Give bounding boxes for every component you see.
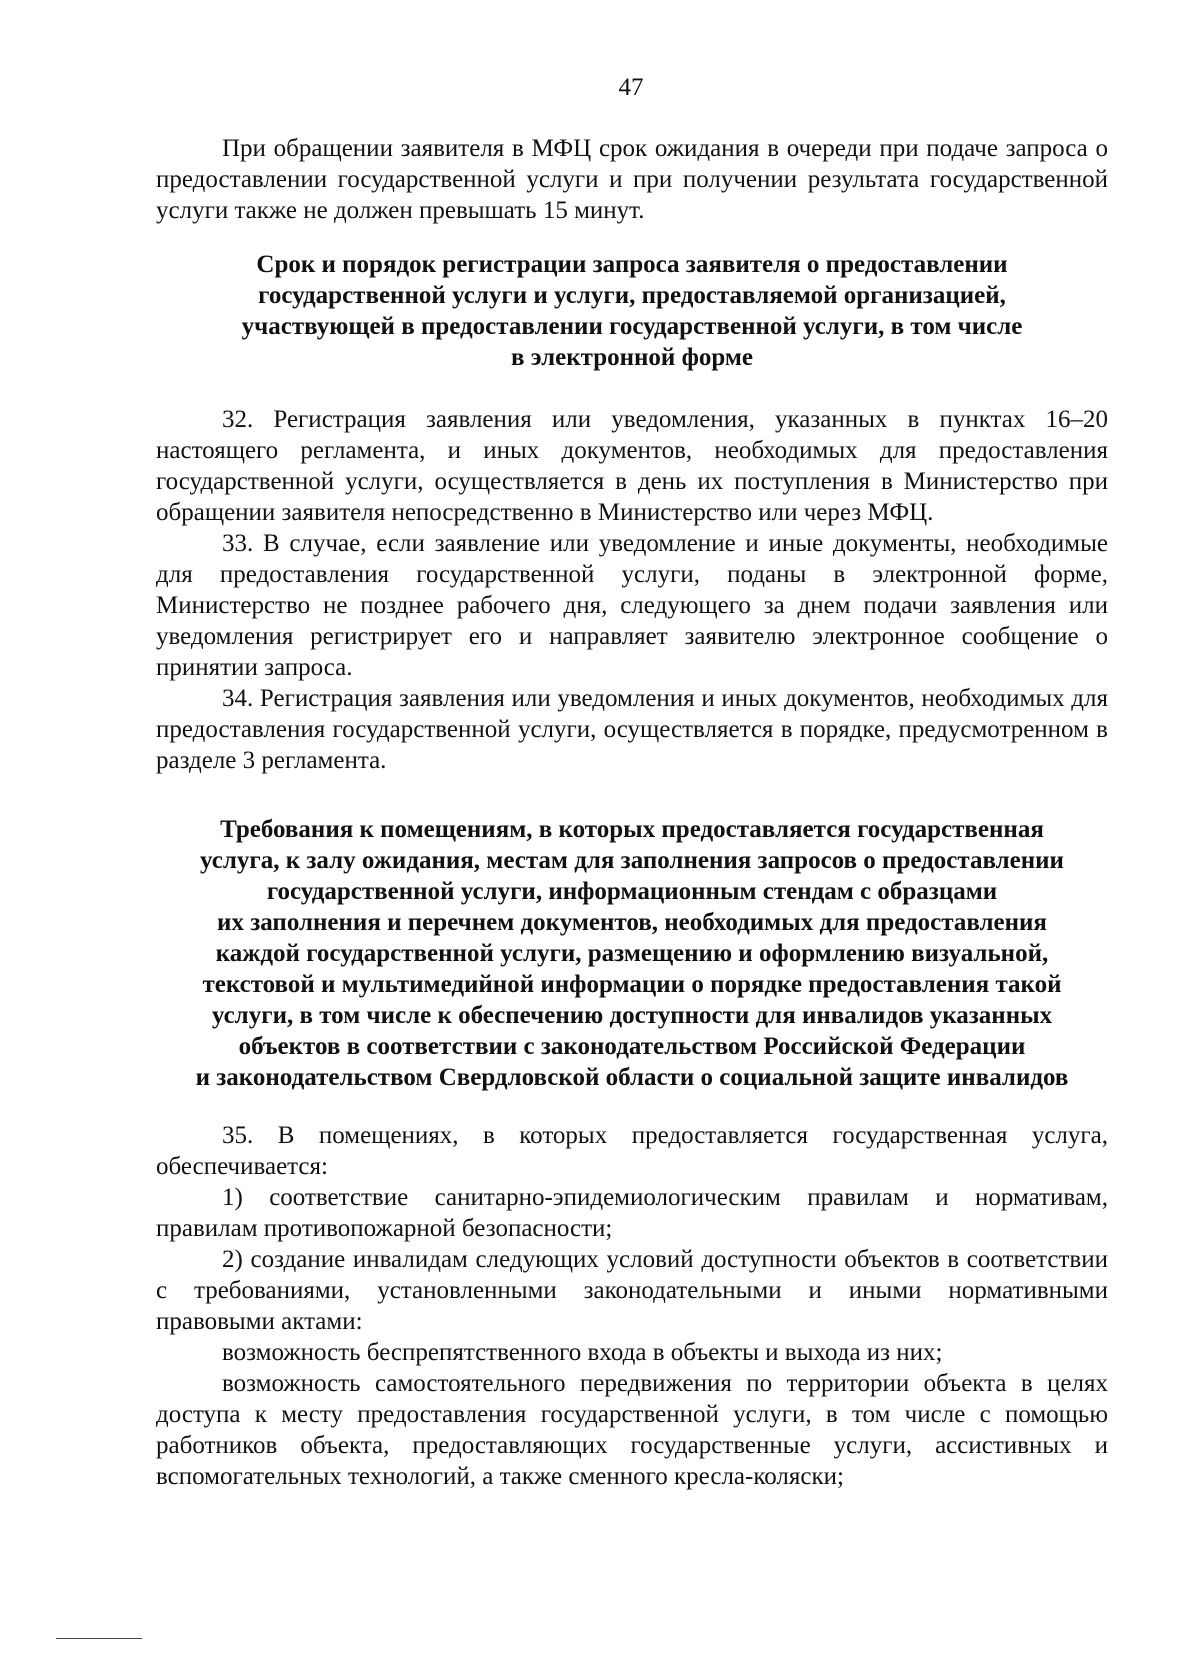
- footnote-divider: [56, 1638, 142, 1639]
- heading-line: государственной услуги и услуги, предоставляемой организацией,: [258, 282, 1006, 309]
- accessibility-item-movement: возможность самостоятельного передвижения по территории объекта в целях доступа к месту предоставления государственной услуги, в том числе с помощью работников объекта, предоставляющих государственные услуги, ассистивных и вспомогательных технологий, а также сменного кресла-коляски;: [156, 1370, 1108, 1490]
- paragraph-33: 33. В случае, если заявление или уведомление и иные документы, необходимые для предоставления государственной услуги, поданы в электронной форме, Министерство не позднее рабочего дня, следующего за днем подачи заявления или уведомления регистрирует его и направляет заявителю электронное сообщение о принятии запроса.: [156, 530, 1108, 681]
- paragraph-waiting-time: При обращении заявителя в МФЦ срок ожидания в очереди при подаче запроса о предоставлении государственной услуги и при получении результата государственной услуги также не должен превышать 15 минут.: [156, 135, 1108, 224]
- paragraph-34: 34. Регистрация заявления или уведомления и иных документов, необходимых для предоставления государственной услуги, осуществляется в порядке, предусмотренном в разделе 3 регламента.: [156, 685, 1108, 774]
- heading-line: текстовой и мультимедийной информации о порядке предоставления такой: [202, 971, 1062, 998]
- heading-line: Требования к помещениям, в которых предоставляется государственная: [220, 816, 1044, 843]
- document-body: [156, 133, 1108, 1492]
- heading-line: услуги, в том числе к обеспечению доступности для инвалидов указанных: [211, 1002, 1053, 1029]
- list-item-1: 1) соответствие санитарно-эпидемиологическим правилам и нормативам, правилам противопожарной безопасности;: [156, 1184, 1108, 1242]
- page-number: 47: [618, 74, 644, 101]
- heading-line: Срок и порядок регистрации запроса заявителя о предоставлении: [256, 251, 1008, 278]
- heading-line: объектов в соответствии с законодательством Российской Федерации: [238, 1033, 1026, 1060]
- heading-line: каждой государственной услуги, размещению и оформлению визуальной,: [215, 940, 1049, 967]
- spacer: [156, 226, 1108, 249]
- list-item-2: 2) создание инвалидам следующих условий доступности объектов в соответствии с требованиями, установленными законодательными и иными нормативными правовыми актами:: [156, 1246, 1108, 1335]
- heading-line: и законодательством Свердловской области о социальной защите инвалидов: [195, 1064, 1069, 1091]
- spacer: [156, 373, 1108, 404]
- heading-line: в электронной форме: [510, 344, 754, 371]
- section-heading-registration: [156, 249, 1108, 373]
- heading-line: участвующей в предоставлении государственной услуги, в том числе: [241, 313, 1023, 340]
- paragraph-32: 32. Регистрация заявления или уведомления, указанных в пунктах 16–20 настоящего регламента, и иных документов, необходимых для предоставления государственной услуги, осуществляется в день их поступления в Министерство при обращении заявителя непосредственно в Министерство или через МФЦ.: [156, 406, 1108, 526]
- heading-line: услуга, к залу ожидания, местам для заполнения запросов о предоставлении: [200, 847, 1064, 874]
- spacer: [156, 1093, 1108, 1120]
- accessibility-item-entry: возможность беспрепятственного входа в объекты и выхода из них;: [222, 1339, 943, 1366]
- spacer: [156, 776, 1108, 814]
- heading-line: государственной услуги, информационным стендам с образцами: [266, 878, 998, 905]
- paragraph-35: 35. В помещениях, в которых предоставляется государственная услуга, обеспечивается:: [156, 1122, 1108, 1180]
- heading-line: их заполнения и перечнем документов, необходимых для предоставления: [217, 909, 1047, 936]
- section-heading-premises-requirements: [156, 814, 1108, 1093]
